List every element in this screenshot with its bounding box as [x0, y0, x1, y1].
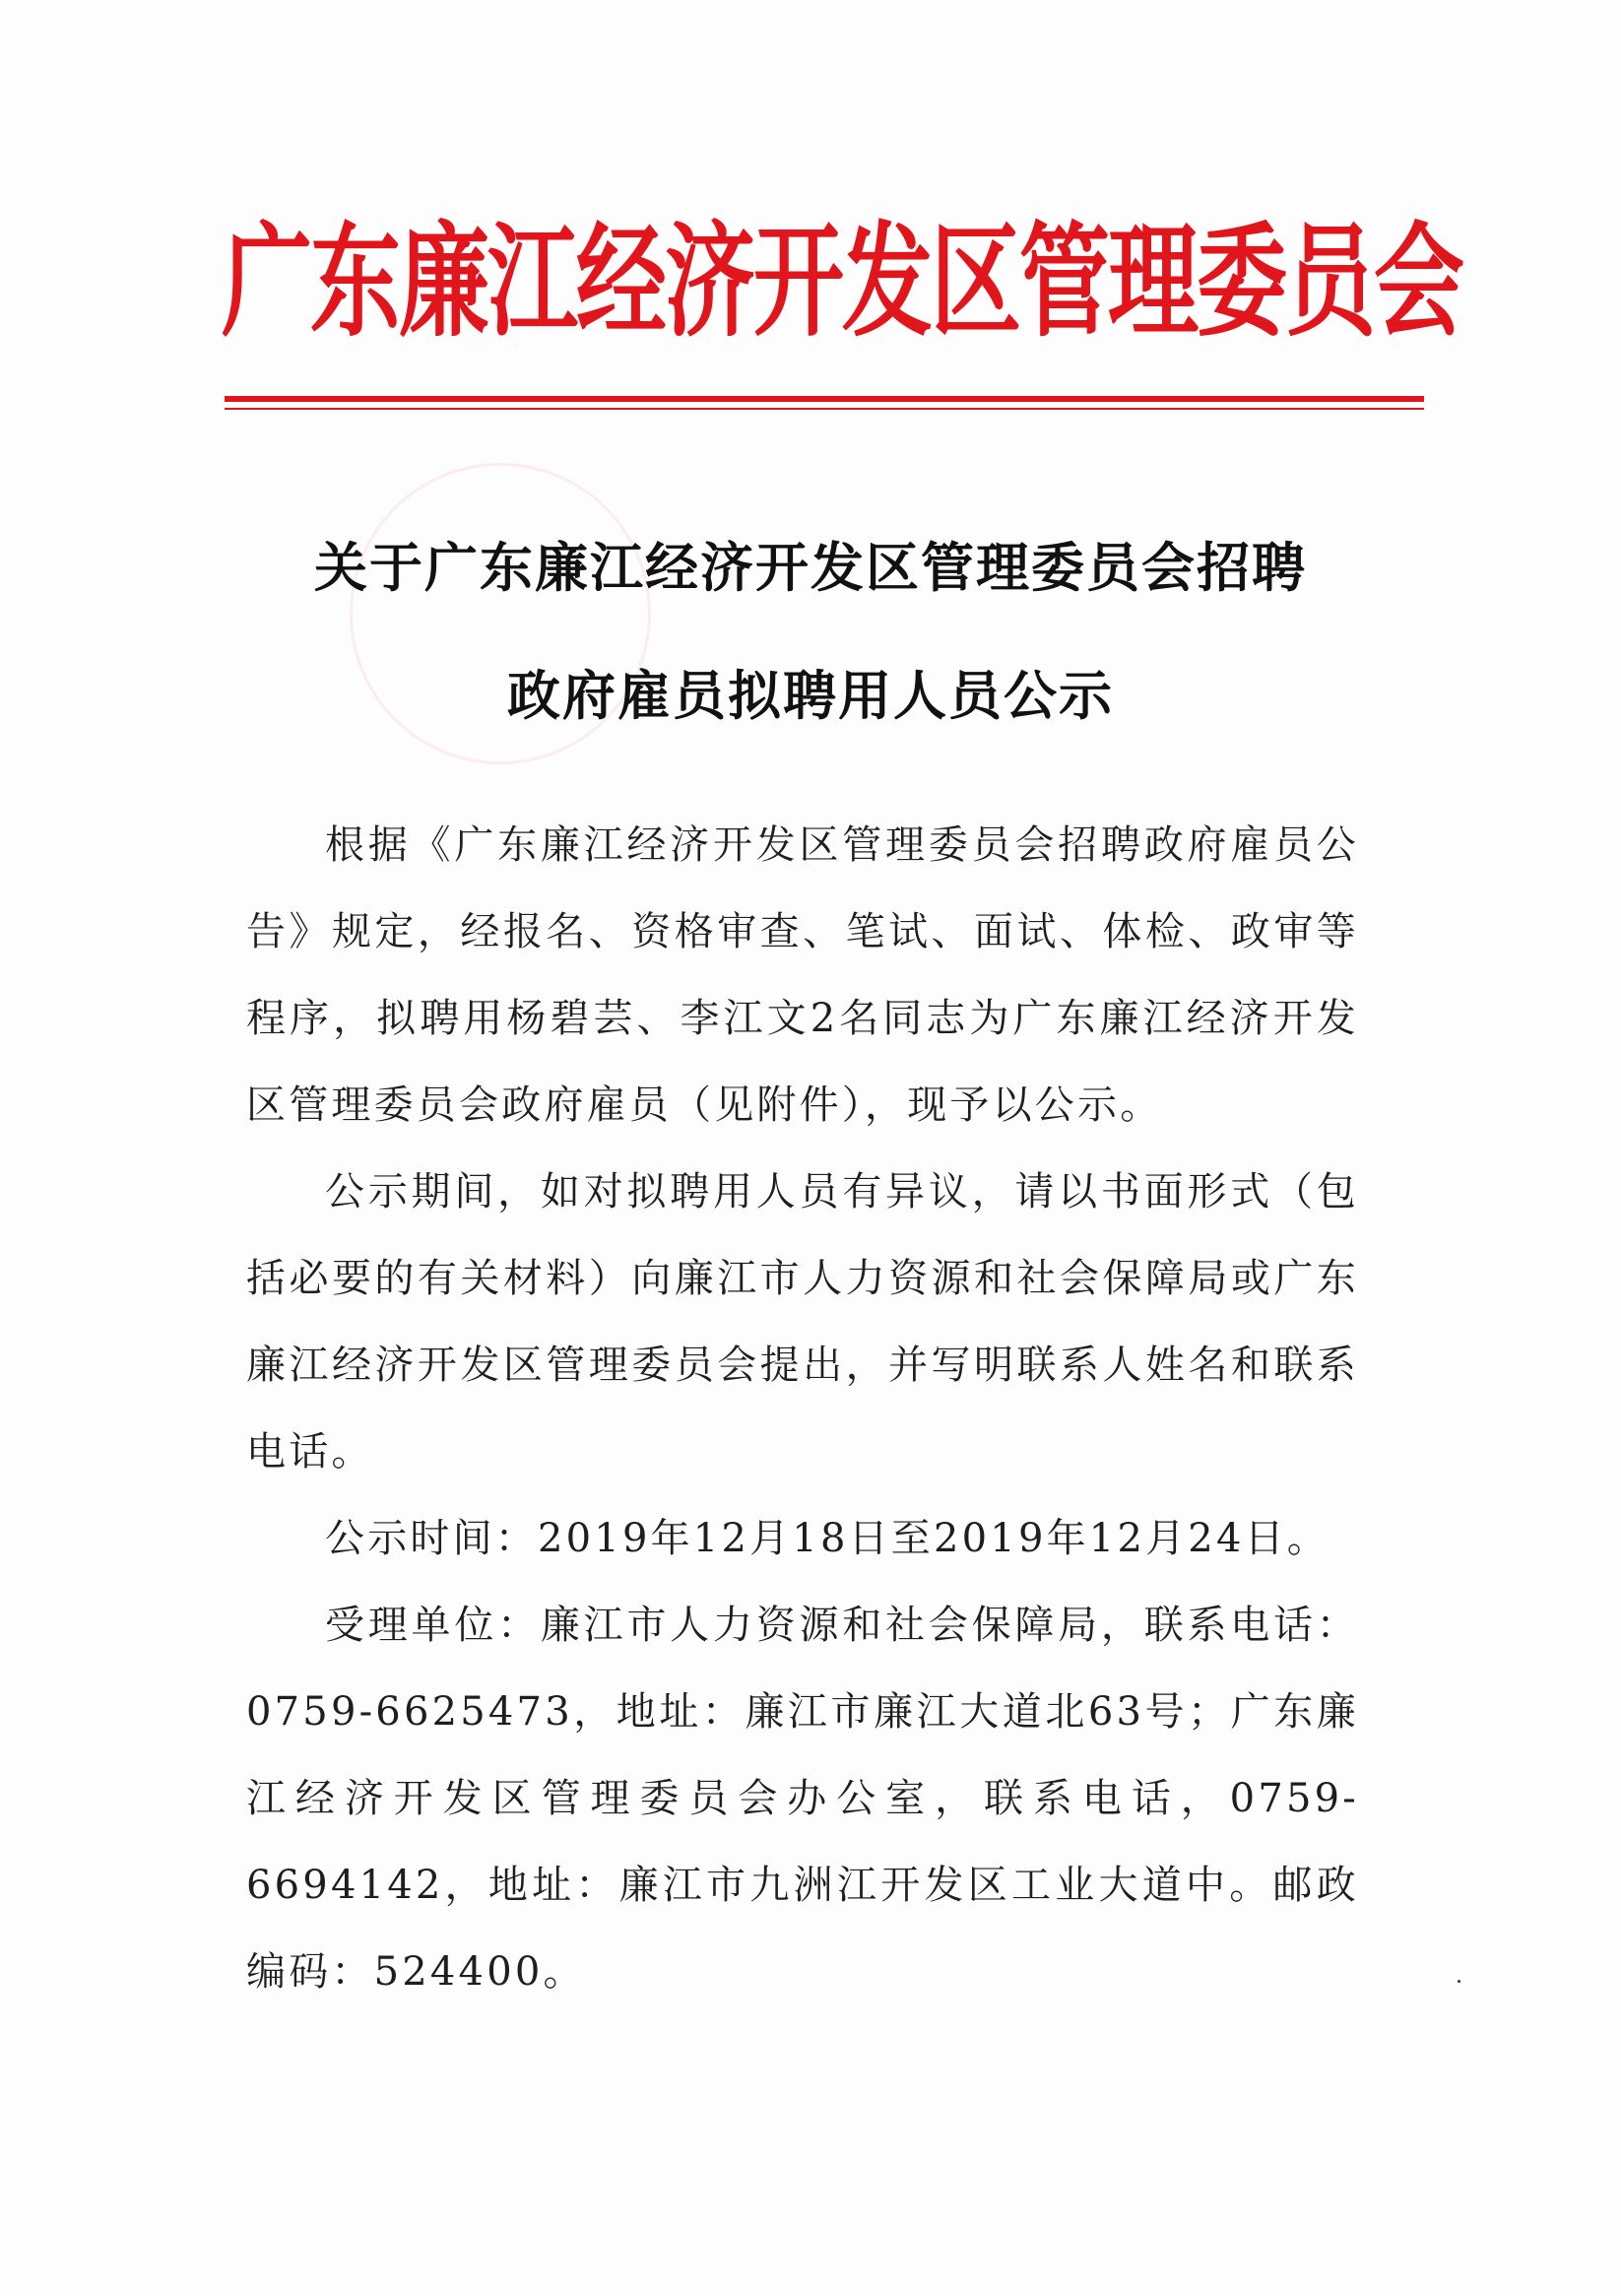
masthead-org-name: 广东廉江经济开发区管理委员会: [222, 211, 1463, 354]
paragraph-basis: 根据《广东廉江经济开发区管理委员会招聘政府雇员公告》规定，经报名、资格审查、笔试、面试、体检、政审等程序，拟聘用杨碧芸、李江文2名同志为广东廉江经济开发区管理委员会政府雇员（见附件），现予以公示。: [246, 822, 1359, 1128]
paragraph-objection: 公示期间，如对拟聘用人员有异议，请以书面形式（包括必要的有关材料）向廉江市人力资源和社会保障局或广东廉江经济开发区管理委员会提出，并写明联系人姓名和联系电话。: [246, 1169, 1359, 1475]
masthead-rule-thin: [225, 408, 1424, 410]
document-title-line-2: 政府雇员拟聘用人员公示: [507, 665, 1114, 727]
masthead-rule-thick: [225, 396, 1424, 402]
paragraph-period: 公示时间：2019年12月18日至2019年12月24日。: [325, 1516, 1329, 1561]
paragraph-contact: 受理单位：廉江市人力资源和社会保障局，联系电话：0759-6625473，地址：廉江市廉江大道北63号；广东廉江经济开发区管理委员会办公室，联系电话，0759-6694142，地址：廉江市九洲江开发区工业大道中。邮政编码：524400。: [246, 1603, 1359, 1995]
scan-speck: [1458, 1980, 1460, 1983]
document-title-line-1: 关于广东廉江经济开发区管理委员会招聘: [314, 537, 1307, 599]
document-body: [246, 802, 1359, 2015]
